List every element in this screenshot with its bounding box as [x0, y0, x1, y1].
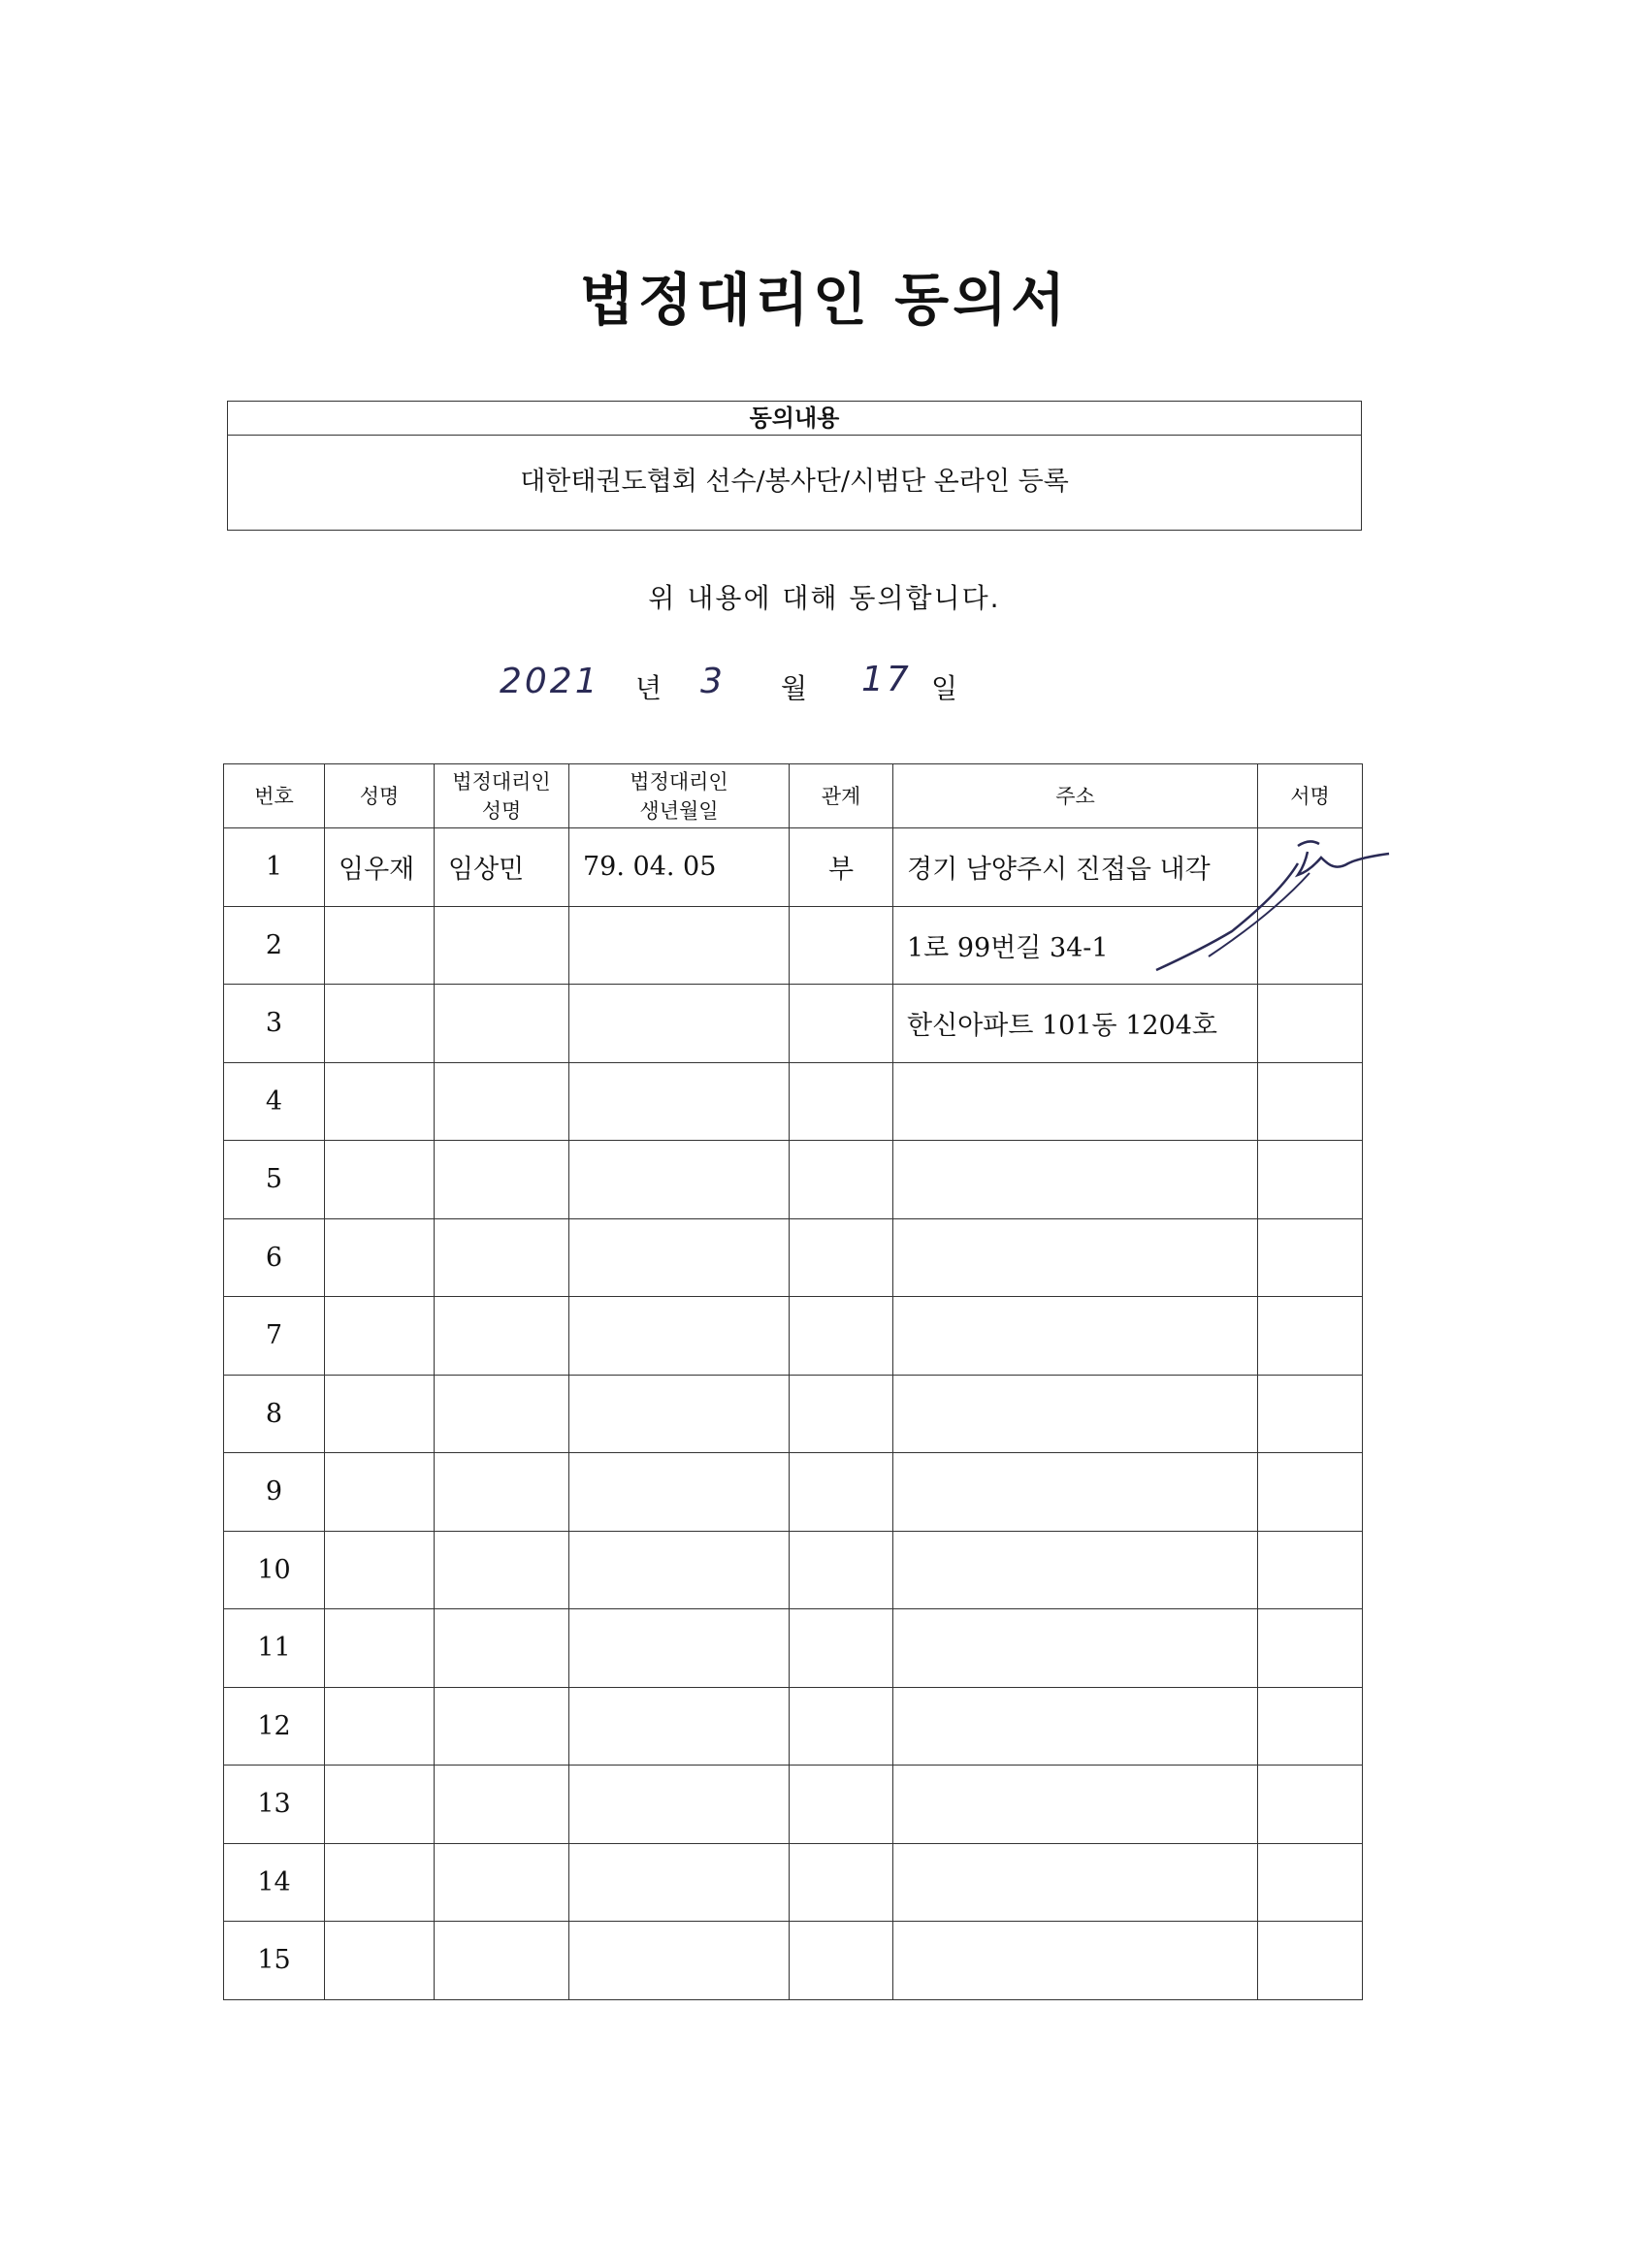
header-guardian-birth-line1: 법정대리인 [630, 769, 728, 794]
row-guardian-birth[interactable] [569, 1766, 790, 1844]
header-signature: 서명 [1258, 764, 1363, 828]
row-address[interactable] [893, 1453, 1258, 1532]
row-relation[interactable] [790, 1453, 893, 1532]
row-signature[interactable] [1258, 1922, 1363, 2000]
row-relation[interactable] [790, 1062, 893, 1141]
row-relation[interactable] [790, 1766, 893, 1844]
consent-body: 대한태권도협회 선수/봉사단/시범단 온라인 등록 [520, 467, 1069, 497]
row-address[interactable]: 1로 99번길 34-1 [893, 906, 1258, 985]
row-guardian-name[interactable] [435, 1141, 569, 1219]
row-relation[interactable] [790, 1609, 893, 1688]
header-guardian-birth-line2: 생년월일 [639, 798, 719, 823]
row-guardian-name[interactable] [435, 985, 569, 1063]
row-guardian-birth[interactable] [569, 985, 790, 1063]
row-name[interactable] [325, 1062, 435, 1141]
row-guardian-birth[interactable] [569, 906, 790, 985]
row-signature[interactable] [1258, 1062, 1363, 1141]
row-address[interactable] [893, 1218, 1258, 1297]
row-guardian-birth[interactable] [569, 1922, 790, 2000]
date-month-label: 월 [781, 672, 808, 704]
row-number: 13 [224, 1766, 325, 1844]
row-number: 3 [224, 985, 325, 1063]
row-guardian-birth[interactable] [569, 1453, 790, 1532]
row-name[interactable] [325, 1531, 435, 1609]
row-guardian-birth[interactable] [569, 1687, 790, 1766]
row-name[interactable]: 임우재 [325, 828, 435, 907]
row-address[interactable] [893, 1375, 1258, 1453]
header-guardian-name-line1: 법정대리인 [452, 769, 551, 794]
row-signature[interactable] [1258, 1375, 1363, 1453]
row-guardian-name[interactable] [435, 1375, 569, 1453]
row-number: 12 [224, 1687, 325, 1766]
header-guardian-name-line2: 성명 [481, 798, 522, 823]
row-relation[interactable] [790, 1531, 893, 1609]
row-address[interactable] [893, 1609, 1258, 1688]
table-row [224, 1218, 1363, 1297]
consent-header: 동의내용 [228, 402, 1361, 436]
row-number: 2 [224, 906, 325, 985]
row-number: 5 [224, 1141, 325, 1219]
table-header-row [224, 764, 1363, 828]
row-name[interactable] [325, 1218, 435, 1297]
row-name[interactable] [325, 1843, 435, 1922]
table-row [224, 985, 1363, 1063]
row-address[interactable] [893, 1531, 1258, 1609]
handwritten-signature [1164, 825, 1397, 970]
row-address[interactable] [893, 1766, 1258, 1844]
row-number: 4 [224, 1062, 325, 1141]
row-address[interactable] [893, 1922, 1258, 2000]
row-address[interactable] [893, 1141, 1258, 1219]
row-name[interactable] [325, 1922, 435, 2000]
table-row [224, 1297, 1363, 1376]
row-number: 11 [224, 1609, 325, 1688]
row-guardian-name[interactable] [435, 1218, 569, 1297]
row-address[interactable] [893, 1687, 1258, 1766]
row-guardian-birth[interactable] [569, 1062, 790, 1141]
date-day-label: 일 [931, 672, 958, 704]
row-guardian-name[interactable] [435, 1766, 569, 1844]
table-row [224, 1687, 1363, 1766]
row-signature[interactable] [1258, 1687, 1363, 1766]
consent-box [227, 401, 1362, 531]
table-row [224, 1375, 1363, 1453]
agree-statement: 위 내용에 대해 동의합니다. [648, 582, 1001, 614]
row-address[interactable] [893, 1062, 1258, 1141]
row-name[interactable] [325, 1375, 435, 1453]
row-signature[interactable] [1258, 1141, 1363, 1219]
row-relation[interactable] [790, 1375, 893, 1453]
date-line [0, 660, 1649, 718]
row-name[interactable] [325, 1141, 435, 1219]
row-address[interactable]: 경기 남양주시 진접읍 내각 [893, 828, 1258, 907]
row-guardian-name[interactable] [435, 1297, 569, 1376]
date-day[interactable]: 17 [861, 660, 912, 699]
row-name[interactable] [325, 1687, 435, 1766]
row-relation[interactable] [790, 906, 893, 985]
date-year-label: 년 [635, 672, 663, 704]
row-number: 15 [224, 1922, 325, 2000]
header-name: 성명 [325, 764, 435, 828]
row-number: 14 [224, 1843, 325, 1922]
row-guardian-birth[interactable] [569, 1218, 790, 1297]
row-signature[interactable] [1258, 1453, 1363, 1532]
table-row [224, 1453, 1363, 1532]
row-guardian-birth[interactable]: 79. 04. 05 [569, 828, 790, 907]
table-row [224, 1062, 1363, 1141]
row-address[interactable] [893, 1843, 1258, 1922]
row-address[interactable] [893, 1297, 1258, 1376]
row-guardian-birth[interactable] [569, 1843, 790, 1922]
row-guardian-birth[interactable] [569, 1141, 790, 1219]
header-no: 번호 [224, 764, 325, 828]
row-signature[interactable] [1258, 1766, 1363, 1844]
row-guardian-name[interactable] [435, 1453, 569, 1532]
row-signature[interactable] [1258, 1609, 1363, 1688]
row-guardian-birth[interactable] [569, 1531, 790, 1609]
table-row [224, 1531, 1363, 1609]
row-relation[interactable]: 부 [790, 828, 893, 907]
row-number: 7 [224, 1297, 325, 1376]
row-guardian-name[interactable] [435, 1062, 569, 1141]
row-relation[interactable] [790, 1141, 893, 1219]
table-row [224, 1922, 1363, 2000]
row-guardian-birth[interactable] [569, 1375, 790, 1453]
header-relation: 관계 [790, 764, 893, 828]
row-guardian-name[interactable] [435, 906, 569, 985]
date-month[interactable]: 3 [700, 662, 726, 701]
row-guardian-name[interactable] [435, 1531, 569, 1609]
header-address: 주소 [893, 764, 1258, 828]
row-guardian-name[interactable] [435, 1843, 569, 1922]
row-name[interactable] [325, 906, 435, 985]
row-name[interactable] [325, 1766, 435, 1844]
row-relation[interactable] [790, 1687, 893, 1766]
row-number: 9 [224, 1453, 325, 1532]
row-guardian-name[interactable] [435, 1687, 569, 1766]
row-guardian-name[interactable] [435, 1922, 569, 2000]
row-number: 6 [224, 1218, 325, 1297]
row-relation[interactable] [790, 1297, 893, 1376]
date-year[interactable]: 2021 [500, 662, 600, 701]
table-row [224, 1766, 1363, 1844]
row-signature[interactable] [1258, 1843, 1363, 1922]
row-signature[interactable] [1258, 1218, 1363, 1297]
row-number: 10 [224, 1531, 325, 1609]
row-guardian-name[interactable] [435, 1609, 569, 1688]
row-number: 8 [224, 1375, 325, 1453]
row-relation[interactable] [790, 1843, 893, 1922]
document-title: 법정대리인 동의서 [579, 267, 1070, 333]
header-guardian-birth [569, 764, 790, 828]
row-signature[interactable] [1258, 985, 1363, 1063]
row-name[interactable] [325, 1453, 435, 1532]
table-row [224, 1141, 1363, 1219]
table-row [224, 1609, 1363, 1688]
row-guardian-name[interactable]: 임상민 [435, 828, 569, 907]
row-name[interactable] [325, 1609, 435, 1688]
header-guardian-name [435, 764, 569, 828]
row-address[interactable]: 한신아파트 101동 1204호 [893, 985, 1258, 1063]
row-relation[interactable] [790, 1922, 893, 2000]
row-name[interactable] [325, 985, 435, 1063]
row-name[interactable] [325, 1297, 435, 1376]
row-number: 1 [224, 828, 325, 907]
row-guardian-birth[interactable] [569, 1609, 790, 1688]
table-row [224, 1843, 1363, 1922]
row-relation[interactable] [790, 985, 893, 1063]
row-signature[interactable] [1258, 1297, 1363, 1376]
row-relation[interactable] [790, 1218, 893, 1297]
row-signature[interactable] [1258, 1531, 1363, 1609]
row-guardian-birth[interactable] [569, 1297, 790, 1376]
